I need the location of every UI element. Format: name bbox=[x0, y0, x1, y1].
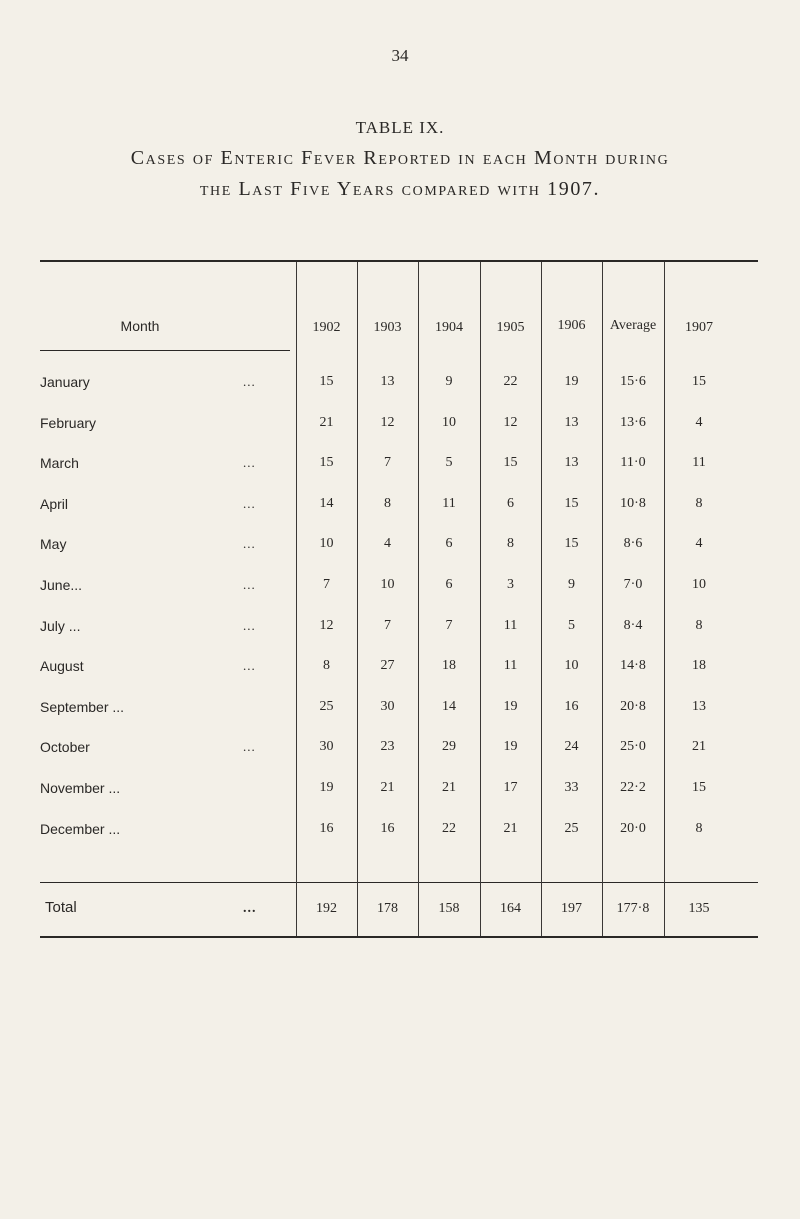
cell-1906: 16 bbox=[564, 698, 579, 714]
table-top-rule bbox=[40, 260, 758, 262]
row-month-label: June... bbox=[40, 577, 83, 593]
page-number: 34 bbox=[391, 46, 409, 65]
cell-1907: 4 bbox=[695, 536, 703, 552]
cell-1905: 19 bbox=[503, 698, 518, 714]
table-title: TABLE IX. bbox=[355, 118, 445, 137]
cell-1907: 4 bbox=[695, 414, 703, 430]
leader-dots: ... bbox=[243, 739, 256, 755]
cell-average: 11·0 bbox=[620, 455, 646, 471]
cell-1904: 22 bbox=[442, 820, 456, 836]
cell-1904: 6 bbox=[445, 536, 453, 552]
row-month-label: April bbox=[40, 495, 69, 512]
total-1902: 192 bbox=[316, 901, 337, 916]
row-month-label: July ... bbox=[40, 617, 81, 634]
cell-1907: 10 bbox=[692, 577, 706, 592]
cell-1904: 9 bbox=[445, 374, 453, 389]
cell-1904: 7 bbox=[445, 617, 453, 633]
cell-1905: 12 bbox=[503, 414, 518, 430]
cell-1906: 15 bbox=[564, 495, 579, 511]
cell-1902: 10 bbox=[319, 536, 334, 552]
cell-1906: 5 bbox=[568, 617, 575, 633]
table-bottom-rule bbox=[40, 936, 758, 938]
row-month-label: March bbox=[40, 455, 79, 472]
cell-1907: 18 bbox=[692, 658, 706, 674]
cell-average: 25·0 bbox=[620, 739, 646, 755]
cell-average: 20·8 bbox=[620, 698, 646, 714]
cell-average: 7·0 bbox=[623, 577, 643, 592]
cell-average: 22·2 bbox=[620, 780, 646, 795]
leader-dots: ... bbox=[243, 495, 256, 511]
cell-1903: 27 bbox=[380, 658, 395, 674]
total-1903: 178 bbox=[377, 901, 398, 916]
total-average: 177·8 bbox=[616, 901, 650, 916]
row-month-label: May bbox=[40, 536, 67, 553]
cell-1904: 18 bbox=[442, 658, 456, 674]
cell-1903: 23 bbox=[380, 739, 395, 755]
row-month-label: February bbox=[40, 414, 97, 431]
cell-1902: 21 bbox=[319, 414, 334, 430]
cell-1907: 21 bbox=[692, 739, 706, 755]
cell-1904: 14 bbox=[442, 698, 456, 714]
cell-1907: 13 bbox=[692, 698, 706, 714]
cell-average: 15·6 bbox=[620, 374, 646, 389]
cell-1903: 16 bbox=[380, 820, 395, 836]
cell-1903: 30 bbox=[380, 698, 395, 714]
total-1904: 158 bbox=[438, 901, 460, 916]
cell-1903: 4 bbox=[384, 536, 391, 552]
cell-1905: 11 bbox=[503, 658, 518, 674]
cell-average: 14·8 bbox=[620, 658, 646, 674]
leader-dots: ... bbox=[243, 901, 257, 916]
column-header-1905: 1905 bbox=[496, 320, 525, 335]
cell-1906: 33 bbox=[564, 780, 579, 795]
cell-1905: 11 bbox=[503, 617, 518, 633]
table-caption-line-1: Cases of Enteric Fever Reported in each Month during bbox=[130, 147, 670, 169]
leader-dots: ... bbox=[243, 374, 256, 389]
cell-1906: 13 bbox=[564, 414, 579, 430]
cell-1903: 21 bbox=[380, 780, 395, 795]
cell-1905: 6 bbox=[507, 495, 514, 511]
cell-1902: 30 bbox=[319, 739, 334, 755]
cell-1905: 15 bbox=[503, 455, 518, 471]
column-header-1903: 1903 bbox=[373, 320, 402, 335]
cell-1902: 8 bbox=[323, 658, 330, 674]
cell-1902: 14 bbox=[319, 495, 334, 511]
cell-1906: 19 bbox=[564, 374, 579, 389]
cell-1906: 10 bbox=[564, 658, 579, 674]
cell-1904: 29 bbox=[442, 739, 456, 755]
month-header-underline bbox=[40, 350, 290, 351]
column-header-1906: 1906 bbox=[557, 318, 586, 333]
cell-1903: 7 bbox=[384, 455, 391, 471]
cell-1903: 12 bbox=[380, 414, 395, 430]
row-month-label: October bbox=[40, 739, 90, 756]
cell-average: 8·6 bbox=[623, 536, 643, 552]
row-month-label: August bbox=[40, 658, 84, 675]
cell-1902: 16 bbox=[319, 820, 334, 836]
cell-1907: 8 bbox=[695, 495, 703, 511]
cell-1907: 8 bbox=[695, 617, 703, 633]
total-1905: 164 bbox=[500, 901, 521, 916]
cell-1907: 15 bbox=[692, 374, 706, 389]
leader-dots: ... bbox=[243, 455, 256, 471]
cell-1906: 25 bbox=[564, 820, 579, 836]
row-month-label: January bbox=[40, 374, 90, 390]
row-month-label: December ... bbox=[40, 820, 121, 837]
leader-dots: ... bbox=[243, 577, 256, 592]
cell-1904: 11 bbox=[442, 495, 456, 511]
cell-1902: 19 bbox=[319, 780, 334, 795]
cell-1906: 13 bbox=[564, 455, 579, 471]
cell-1902: 25 bbox=[319, 698, 334, 714]
table-caption-line-2: the Last Five Years compared with 1907. bbox=[199, 178, 601, 200]
cell-1903: 8 bbox=[384, 495, 391, 511]
cell-1902: 15 bbox=[319, 374, 334, 389]
cell-1902: 7 bbox=[323, 577, 330, 592]
cell-average: 8·4 bbox=[623, 617, 643, 633]
cell-average: 13·6 bbox=[620, 414, 646, 430]
total-1906: 197 bbox=[561, 901, 582, 916]
cell-1905: 19 bbox=[503, 739, 518, 755]
cell-1904: 10 bbox=[442, 414, 456, 430]
cell-1904: 21 bbox=[442, 780, 456, 795]
cell-1906: 24 bbox=[564, 739, 579, 755]
cell-1907: 11 bbox=[692, 455, 706, 471]
row-month-label: September ... bbox=[40, 698, 125, 715]
total-1907: 135 bbox=[688, 901, 710, 916]
cell-1905: 22 bbox=[503, 374, 518, 389]
leader-dots: ... bbox=[243, 658, 256, 674]
column-header-month: Month bbox=[120, 318, 160, 334]
cell-1905: 8 bbox=[507, 536, 514, 552]
cell-1905: 21 bbox=[503, 820, 518, 836]
cell-1906: 15 bbox=[564, 536, 579, 552]
cell-1902: 15 bbox=[319, 455, 334, 471]
cell-1903: 7 bbox=[384, 617, 391, 633]
cell-1902: 12 bbox=[319, 617, 334, 633]
leader-dots: ... bbox=[243, 536, 256, 552]
row-month-label: November ... bbox=[40, 780, 121, 796]
total-separator-rule bbox=[40, 882, 758, 883]
total-label: Total bbox=[45, 899, 77, 916]
cell-average: 20·0 bbox=[620, 820, 646, 836]
column-header-1907: 1907 bbox=[685, 320, 713, 335]
cell-1904: 6 bbox=[445, 577, 453, 592]
cell-1905: 3 bbox=[507, 577, 514, 592]
column-header-average: Average bbox=[609, 318, 657, 333]
leader-dots: ... bbox=[243, 617, 256, 633]
cell-1907: 8 bbox=[695, 820, 703, 836]
cell-1904: 5 bbox=[445, 455, 453, 471]
cell-1905: 17 bbox=[503, 780, 518, 795]
cell-1907: 15 bbox=[692, 780, 706, 795]
column-header-1904: 1904 bbox=[435, 320, 463, 335]
cell-1903: 13 bbox=[380, 374, 395, 389]
cell-1906: 9 bbox=[568, 577, 575, 592]
cell-average: 10·8 bbox=[620, 495, 646, 511]
cell-1903: 10 bbox=[380, 577, 395, 592]
column-header-1902: 1902 bbox=[312, 320, 341, 335]
